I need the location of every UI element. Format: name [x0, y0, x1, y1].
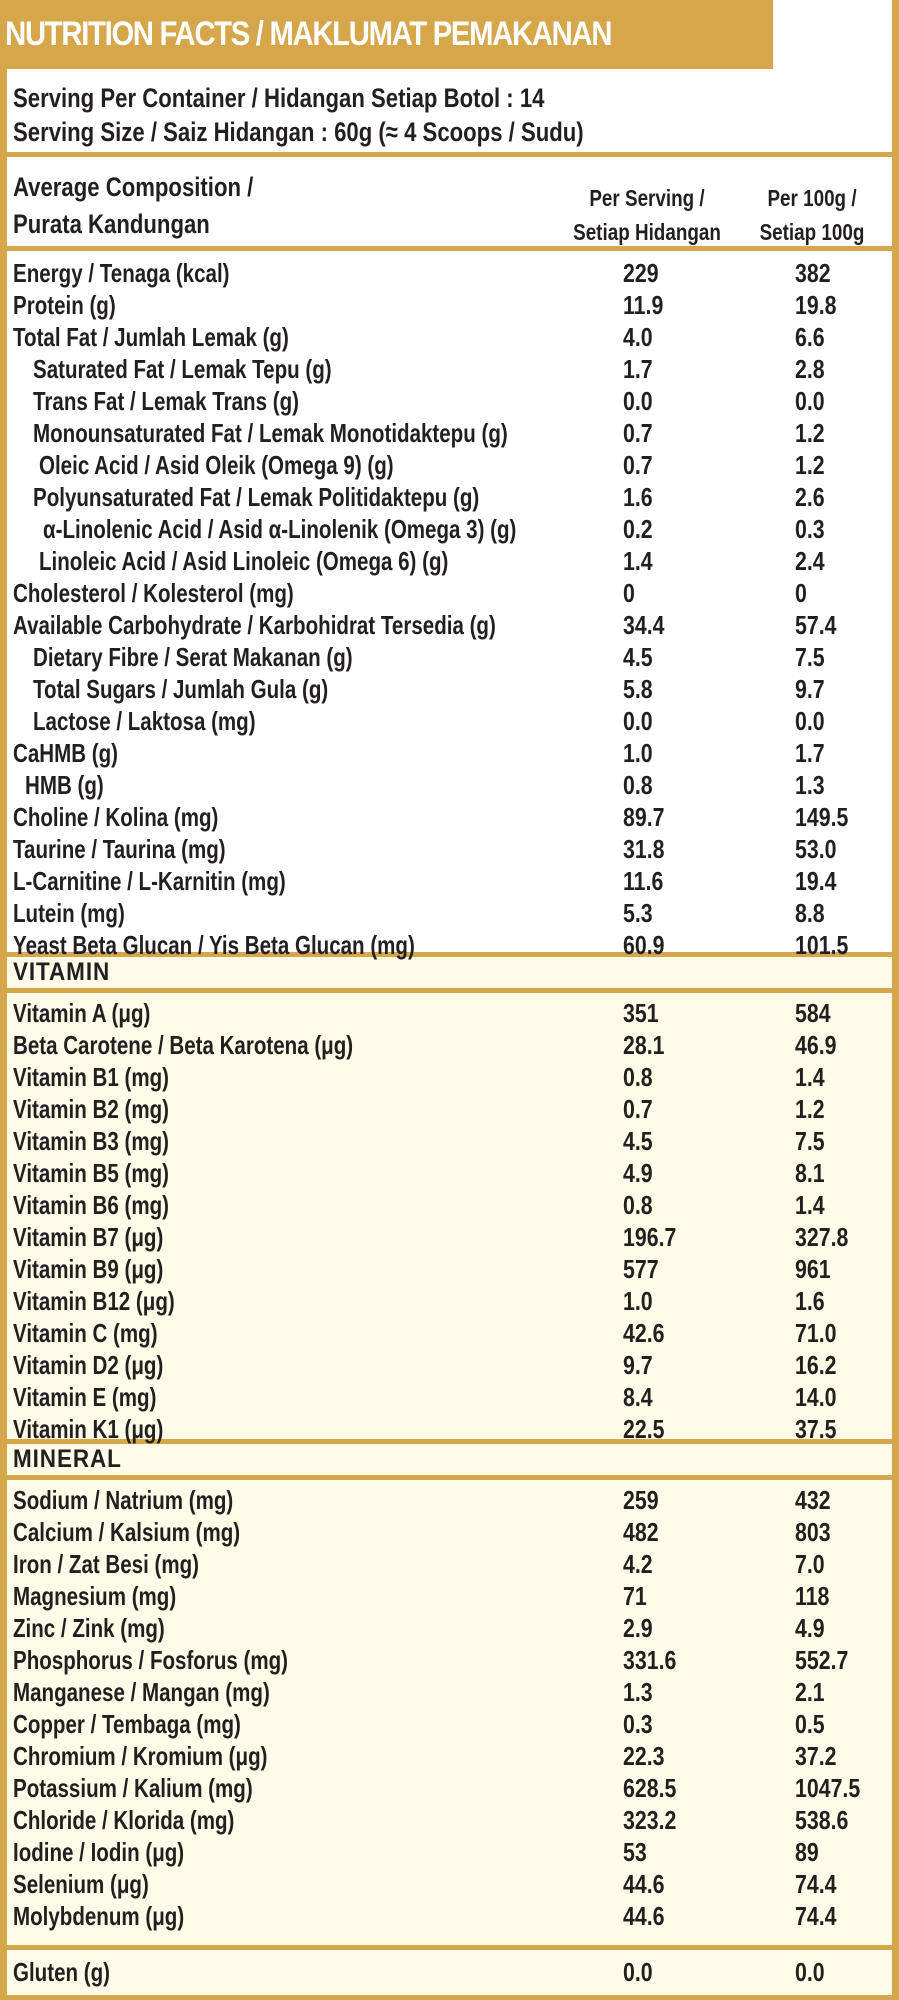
- per-100g-value: 1.2: [795, 450, 825, 480]
- nutrient-name: Protein (g): [13, 290, 116, 320]
- nutrient-name: Chloride / Klorida (mg): [13, 1805, 235, 1835]
- per-serving-value: 4.5: [623, 1126, 653, 1156]
- per-serving-value: 196.7: [623, 1222, 677, 1252]
- per-100g-value: 74.4: [795, 1869, 837, 1899]
- nutrient-name: Zinc / Zink (mg): [13, 1613, 165, 1643]
- per-serving-value: 351: [623, 998, 659, 1028]
- table-row: [7, 1285, 892, 1317]
- nutrient-name: Polyunsaturated Fat / Lemak Politidaktepu (g): [33, 482, 480, 512]
- per-serving-value: 60.9: [623, 930, 665, 960]
- per-serving-header-line1: Per Serving /: [589, 185, 705, 211]
- nutrient-name: α-Linolenic Acid / Asid α-Linolenik (Omega 3) (g): [43, 514, 517, 544]
- per-serving-value: 482: [623, 1517, 659, 1547]
- table-header: [7, 157, 892, 251]
- per-serving-value: 0.7: [623, 418, 653, 448]
- nutrient-name: Iodine / Iodin (μg): [13, 1837, 185, 1867]
- per-100g-value: 1.4: [795, 1190, 825, 1220]
- table-row: [7, 609, 892, 641]
- table-row: [7, 1956, 892, 1988]
- nutrient-name: Monounsaturated Fat / Lemak Monotidaktepu (g): [33, 418, 508, 448]
- per-100g-value: 7.5: [795, 642, 825, 672]
- gluten-section: [7, 1950, 892, 1995]
- vitamin-block: [7, 957, 892, 1444]
- nutrient-name: Vitamin B9 (μg): [13, 1254, 164, 1284]
- table-row: [7, 1061, 892, 1093]
- nutrient-name: Taurine / Taurina (mg): [13, 834, 226, 864]
- table-row: [7, 865, 892, 897]
- table-row: [7, 1676, 892, 1708]
- nutrient-name: Lutein (mg): [13, 898, 125, 928]
- nutrient-name: Choline / Kolina (mg): [13, 802, 219, 832]
- nutrient-name: Vitamin E (mg): [13, 1382, 157, 1412]
- per-serving-value: 22.3: [623, 1741, 665, 1771]
- serving-per-container: Serving Per Container / Hidangan Setiap Botol : 14: [13, 83, 545, 113]
- nutrient-name: Copper / Tembaga (mg): [13, 1709, 241, 1739]
- per-100g-value: 8.1: [795, 1158, 825, 1188]
- per-serving-value: 4.2: [623, 1549, 653, 1579]
- per-serving-value: 0.7: [623, 450, 653, 480]
- vitamin-heading: [7, 957, 892, 993]
- table-row: [7, 1125, 892, 1157]
- table-row: [7, 1516, 892, 1548]
- nutrient-name: Saturated Fat / Lemak Tepu (g): [33, 354, 332, 384]
- per-serving-value: 1.7: [623, 354, 653, 384]
- table-row: [7, 997, 892, 1029]
- per-100g-value: 432: [795, 1485, 831, 1515]
- per-100g-value: 803: [795, 1517, 831, 1547]
- table-row: [7, 1189, 892, 1221]
- nutrient-name: Yeast Beta Glucan / Yis Beta Glucan (mg): [13, 930, 415, 960]
- per-100g-value: 1.2: [795, 1094, 825, 1124]
- serving-info: [7, 69, 892, 157]
- table-row: [7, 1644, 892, 1676]
- table-row: [7, 353, 892, 385]
- per-100g-value: 0.0: [795, 1957, 825, 1987]
- table-row: [7, 1349, 892, 1381]
- table-row: [7, 1317, 892, 1349]
- vitamin-section: [7, 993, 892, 1444]
- table-row: [7, 577, 892, 609]
- per-serving-value: 0.8: [623, 1062, 653, 1092]
- per-serving-value: 0: [623, 578, 635, 608]
- nutrient-name: Dietary Fibre / Serat Makanan (g): [33, 642, 353, 672]
- per-100g-value: 71.0: [795, 1318, 837, 1348]
- nutrient-name: Vitamin C (mg): [13, 1318, 158, 1348]
- table-row: [7, 481, 892, 513]
- table-row: [7, 1221, 892, 1253]
- per-100g-value: 16.2: [795, 1350, 837, 1380]
- per-100g-value: 2.1: [795, 1677, 825, 1707]
- table-row: [7, 289, 892, 321]
- table-row: [7, 801, 892, 833]
- per-serving-value: 1.3: [623, 1677, 653, 1707]
- per-serving-value: 1.0: [623, 1286, 653, 1316]
- per-100g-value: 4.9: [795, 1613, 825, 1643]
- per-serving-value: 1.4: [623, 546, 653, 576]
- per-serving-value: 0.0: [623, 386, 653, 416]
- per-100g-value: 149.5: [795, 802, 849, 832]
- per-100g-value: 0.0: [795, 386, 825, 416]
- per-serving-value: 9.7: [623, 1350, 653, 1380]
- per-100g-value: 584: [795, 998, 831, 1028]
- nutrient-name: Energy / Tenaga (kcal): [13, 258, 230, 288]
- per-100g-value: 14.0: [795, 1382, 837, 1412]
- per-100g-value: 382: [795, 258, 831, 288]
- per-100g-value: 0.3: [795, 514, 825, 544]
- table-row: [7, 897, 892, 929]
- per-serving-value: 4.0: [623, 322, 653, 352]
- per-100g-header-line2: Setiap 100g: [759, 219, 865, 245]
- general-nutrients-section: [7, 251, 892, 960]
- nutrient-name: Linoleic Acid / Asid Linoleic (Omega 6) (g): [39, 546, 449, 576]
- per-serving-value: 53: [623, 1837, 647, 1867]
- table-row: [7, 929, 892, 961]
- nutrient-name: Vitamin B6 (mg): [13, 1190, 169, 1220]
- per-serving-value: 0.0: [623, 706, 653, 736]
- composition-header-line2: Purata Kandungan: [13, 209, 210, 239]
- per-100g-value: 118: [795, 1581, 830, 1611]
- table-row: [7, 1093, 892, 1125]
- nutrient-name: Manganese / Mangan (mg): [13, 1677, 270, 1707]
- per-serving-value: 5.8: [623, 674, 653, 704]
- table-row: [7, 513, 892, 545]
- per-100g-value: 7.0: [795, 1549, 825, 1579]
- mineral-heading-label: MINERAL: [13, 1445, 122, 1473]
- per-serving-value: 28.1: [623, 1030, 665, 1060]
- per-100g-value: 19.4: [795, 866, 837, 896]
- per-100g-value: 1047.5: [795, 1773, 861, 1803]
- nutrient-name: Oleic Acid / Asid Oleik (Omega 9) (g): [39, 450, 394, 480]
- table-row: [7, 641, 892, 673]
- per-serving-value: 71: [623, 1581, 647, 1611]
- per-100g-value: 552.7: [795, 1645, 849, 1675]
- nutrient-name: Vitamin B1 (mg): [13, 1062, 169, 1092]
- table-row: [7, 1740, 892, 1772]
- mineral-block: [7, 1444, 892, 1950]
- per-100g-value: 2.8: [795, 354, 825, 384]
- per-100g-header: [751, 181, 874, 249]
- per-100g-header-line1: Per 100g /: [767, 185, 857, 211]
- nutrient-name: Beta Carotene / Beta Karotena (μg): [13, 1030, 354, 1060]
- per-serving-value: 89.7: [623, 802, 665, 832]
- per-100g-value: 0.5: [795, 1709, 825, 1739]
- per-serving-value: 0.0: [623, 1957, 653, 1987]
- per-100g-value: 101.5: [795, 930, 849, 960]
- per-serving-value: 5.3: [623, 898, 653, 928]
- per-100g-value: 0: [795, 578, 807, 608]
- table-row: [7, 1029, 892, 1061]
- per-100g-value: 37.2: [795, 1741, 837, 1771]
- nutrient-name: Lactose / Laktosa (mg): [33, 706, 256, 736]
- table-row: [7, 1868, 892, 1900]
- mineral-heading: [7, 1444, 892, 1480]
- nutrient-name: Iron / Zat Besi (mg): [13, 1549, 200, 1579]
- table-row: [7, 673, 892, 705]
- table-row: [7, 1900, 892, 1932]
- per-serving-value: 0.2: [623, 514, 653, 544]
- table-row: [7, 385, 892, 417]
- nutrient-name: Magnesium (mg): [13, 1581, 177, 1611]
- nutrient-name: Vitamin B5 (mg): [13, 1158, 169, 1188]
- per-serving-value: 577: [623, 1254, 659, 1284]
- nutrient-name: Vitamin B3 (mg): [13, 1126, 169, 1156]
- per-100g-value: 6.6: [795, 322, 825, 352]
- per-100g-value: 53.0: [795, 834, 837, 864]
- table-row: [7, 833, 892, 865]
- per-serving-value: 331.6: [623, 1645, 677, 1675]
- nutrient-name: Available Carbohydrate / Karbohidrat Tersedia (g): [13, 610, 496, 640]
- per-serving-value: 259: [623, 1485, 659, 1515]
- per-serving-value: 628.5: [623, 1773, 677, 1803]
- table-row: [7, 1413, 892, 1445]
- table-row: [7, 1836, 892, 1868]
- page-title: NUTRITION FACTS / MAKLUMAT PEMAKANAN: [0, 0, 773, 69]
- table-row: [7, 257, 892, 289]
- per-100g-value: 89: [795, 1837, 819, 1867]
- table-row: [7, 769, 892, 801]
- serving-size: Serving Size / Saiz Hidangan : 60g (≈ 4 Scoops / Sudu): [13, 117, 584, 147]
- per-serving-value: 42.6: [623, 1318, 665, 1348]
- per-100g-value: 7.5: [795, 1126, 825, 1156]
- per-serving-value: 8.4: [623, 1382, 653, 1412]
- nutrient-name: Phosphorus / Fosforus (mg): [13, 1645, 289, 1675]
- table-row: [7, 1548, 892, 1580]
- per-100g-value: 1.2: [795, 418, 825, 448]
- per-serving-value: 4.5: [623, 642, 653, 672]
- table-row: [7, 321, 892, 353]
- per-serving-value: 11.9: [623, 290, 664, 320]
- per-serving-value: 0.7: [623, 1094, 653, 1124]
- per-serving-value: 44.6: [623, 1869, 665, 1899]
- nutrient-name: Vitamin B7 (μg): [13, 1222, 164, 1252]
- table-row: [7, 737, 892, 769]
- table-row: [7, 705, 892, 737]
- table-row: [7, 1804, 892, 1836]
- table-row: [7, 1580, 892, 1612]
- nutrient-name: Trans Fat / Lemak Trans (g): [33, 386, 299, 416]
- table-row: [7, 1381, 892, 1413]
- per-100g-value: 74.4: [795, 1901, 837, 1931]
- per-100g-value: 19.8: [795, 290, 837, 320]
- nutrient-name: Vitamin B2 (mg): [13, 1094, 169, 1124]
- nutrient-name: Total Sugars / Jumlah Gula (g): [33, 674, 329, 704]
- table-row: [7, 1484, 892, 1516]
- per-100g-value: 2.6: [795, 482, 825, 512]
- nutrient-name: HMB (g): [25, 770, 104, 800]
- per-100g-value: 37.5: [795, 1414, 837, 1444]
- table-row: [7, 449, 892, 481]
- per-100g-value: 57.4: [795, 610, 837, 640]
- composition-header-line1: Average Composition /: [13, 172, 254, 202]
- per-100g-value: 0.0: [795, 706, 825, 736]
- mineral-section: [7, 1480, 892, 1950]
- per-100g-value: 538.6: [795, 1805, 849, 1835]
- per-100g-value: 9.7: [795, 674, 825, 704]
- per-serving-value: 1.0: [623, 738, 653, 768]
- nutrient-name: Calcium / Kalsium (mg): [13, 1517, 241, 1547]
- per-100g-value: 1.4: [795, 1062, 825, 1092]
- composition-header: [13, 169, 253, 243]
- table-row: [7, 1772, 892, 1804]
- nutrient-name: Selenium (μg): [13, 1869, 149, 1899]
- per-serving-value: 34.4: [623, 610, 665, 640]
- nutrient-name: CaHMB (g): [13, 738, 118, 768]
- table-row: [7, 1708, 892, 1740]
- per-serving-value: 323.2: [623, 1805, 677, 1835]
- nutrient-name: Cholesterol / Kolesterol (mg): [13, 578, 294, 608]
- nutrient-name: Molybdenum (μg): [13, 1901, 185, 1931]
- nutrient-name: Potassium / Kalium (mg): [13, 1773, 253, 1803]
- table-row: [7, 545, 892, 577]
- nutrient-name: Vitamin A (μg): [13, 998, 151, 1028]
- per-100g-value: 961: [795, 1254, 831, 1284]
- per-serving-header-line2: Setiap Hidangan: [573, 219, 721, 245]
- per-serving-value: 31.8: [623, 834, 665, 864]
- nutrient-name: Gluten (g): [13, 1957, 110, 1987]
- per-serving-value: 4.9: [623, 1158, 653, 1188]
- nutrient-name: Chromium / Kromium (μg): [13, 1741, 268, 1771]
- per-serving-value: 44.6: [623, 1901, 665, 1931]
- nutrient-name: L-Carnitine / L-Karnitin (mg): [13, 866, 286, 896]
- per-serving-value: 2.9: [623, 1613, 653, 1643]
- nutrient-name: Vitamin K1 (μg): [13, 1414, 164, 1444]
- table-row: [7, 1612, 892, 1644]
- table-row: [7, 1157, 892, 1189]
- nutrient-name: Vitamin B12 (μg): [13, 1286, 175, 1316]
- per-100g-value: 2.4: [795, 546, 825, 576]
- table-row: [7, 417, 892, 449]
- vitamin-heading-label: VITAMIN: [13, 958, 111, 986]
- per-100g-value: 8.8: [795, 898, 825, 928]
- per-100g-value: 46.9: [795, 1030, 837, 1060]
- per-100g-value: 1.3: [795, 770, 825, 800]
- nutrient-name: Sodium / Natrium (mg): [13, 1485, 234, 1515]
- per-serving-header: [569, 181, 725, 249]
- per-serving-value: 22.5: [623, 1414, 665, 1444]
- per-100g-value: 1.7: [795, 738, 825, 768]
- per-serving-value: 1.6: [623, 482, 653, 512]
- per-100g-value: 327.8: [795, 1222, 849, 1252]
- table-row: [7, 1253, 892, 1285]
- per-100g-value: 1.6: [795, 1286, 825, 1316]
- nutrient-name: Total Fat / Jumlah Lemak (g): [13, 322, 289, 352]
- per-serving-value: 229: [623, 258, 659, 288]
- nutrient-name: Vitamin D2 (μg): [13, 1350, 164, 1380]
- per-serving-value: 0.8: [623, 1190, 653, 1220]
- per-serving-value: 0.8: [623, 770, 653, 800]
- per-serving-value: 11.6: [623, 866, 664, 896]
- per-serving-value: 0.3: [623, 1709, 653, 1739]
